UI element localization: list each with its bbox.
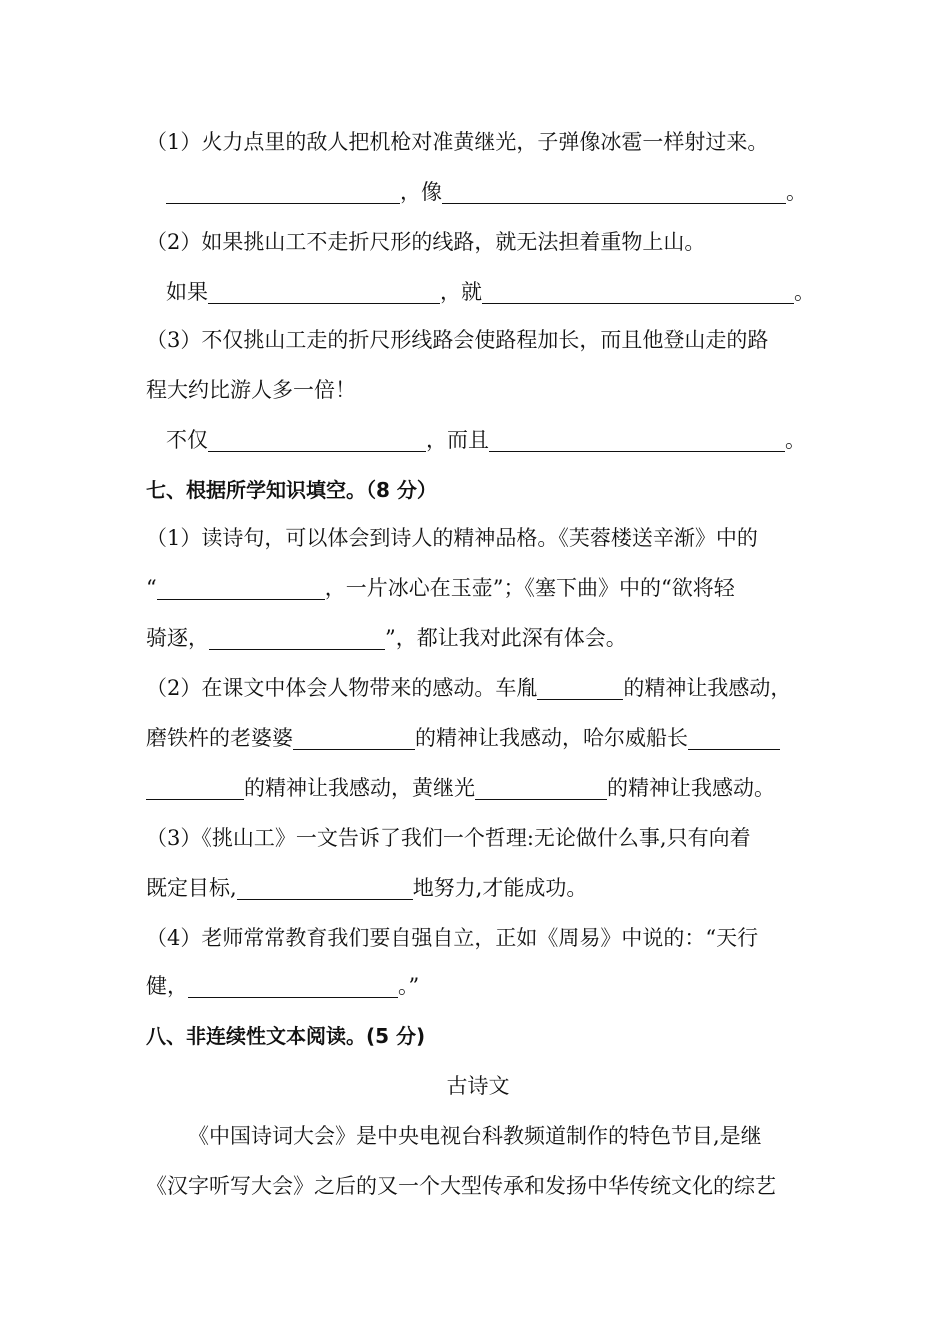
section-8-heading: 八、非连续性文本阅读。(5 分) [146, 1024, 426, 1048]
q7-2-line1: （2）在课文中体会人物带来的感动。车胤 的精神让我感动， [146, 676, 792, 700]
q7-3-line2: 既定目标, 地努力,才能成功。 [146, 876, 588, 900]
q7-3-line1: （3）《挑山工》一文告诉了我们一个哲理:无论做什么事,只有向着 [146, 826, 751, 850]
blank-q6-1-a[interactable] [166, 179, 400, 204]
passage-title: 古诗文 [446, 1074, 510, 1098]
q6-2-answer-line: 如果 ，就 。 [166, 280, 815, 304]
q7-2-line3: 的精神让我感动，黄继光 的精神让我感动。 [146, 768, 810, 808]
section-7-heading: 七、根据所学知识填空。（8 分） [146, 478, 437, 502]
blank-q7-1-b[interactable] [209, 625, 385, 650]
q6-3-answer-line: 不仅 ，而且 。 [166, 428, 806, 452]
passage-line2: 《汉字听写大会》之后的又一个大型传承和发扬中华传统文化的综艺 [146, 1174, 776, 1198]
blank-q6-2-a[interactable] [208, 279, 440, 304]
q6-3-prompt-line1: （3）不仅挑山工走的折尺形线路会使路程加长，而且他登山走的路 [146, 328, 769, 352]
blank-q6-1-b[interactable] [442, 179, 786, 204]
q7-1-line2: “ ，一片冰心在玉壶”；《塞下曲》中的“欲将轻 [146, 576, 735, 600]
q6-1-answer-line: ，像 。 [146, 172, 810, 212]
blank-q7-3[interactable] [237, 875, 413, 900]
q7-4-line1: （4）老师常常教育我们要自强自立，正如《周易》中说的：“天行 [146, 926, 759, 950]
q7-2-line2: 磨铁杵的老婆婆 的精神让我感动，哈尔威船长 [146, 718, 810, 758]
q6-1-prompt: （1）火力点里的敌人把机枪对准黄继光，子弹像冰雹一样射过来。 [146, 130, 769, 154]
q7-4-line2: 健， 。” [146, 974, 420, 998]
blank-q7-4[interactable] [188, 973, 398, 998]
blank-q7-2-c-cont[interactable] [146, 775, 244, 800]
blank-q6-3-a[interactable] [208, 427, 426, 452]
passage-line1: 《中国诗词大会》是中央电视台科教频道制作的特色节目,是继 [188, 1124, 762, 1148]
blank-q7-2-a[interactable] [537, 675, 623, 700]
blank-q7-2-d[interactable] [475, 775, 607, 800]
blank-q6-3-b[interactable] [489, 427, 785, 452]
blank-q7-2-b[interactable] [293, 725, 415, 750]
blank-q7-2-c[interactable] [688, 725, 780, 750]
blank-q7-1-a[interactable] [157, 575, 325, 600]
q7-1-line1: （1）读诗句，可以体会到诗人的精神品格。《芙蓉楼送辛渐》中的 [146, 526, 758, 550]
q6-3-prompt-line2: 程大约比游人多一倍！ [146, 378, 356, 402]
blank-q6-2-b[interactable] [482, 279, 794, 304]
q7-1-line3: 骑逐， ”，都让我对此深有体会。 [146, 626, 627, 650]
q6-2-prompt: （2）如果挑山工不走折尺形的线路，就无法担着重物上山。 [146, 230, 706, 254]
